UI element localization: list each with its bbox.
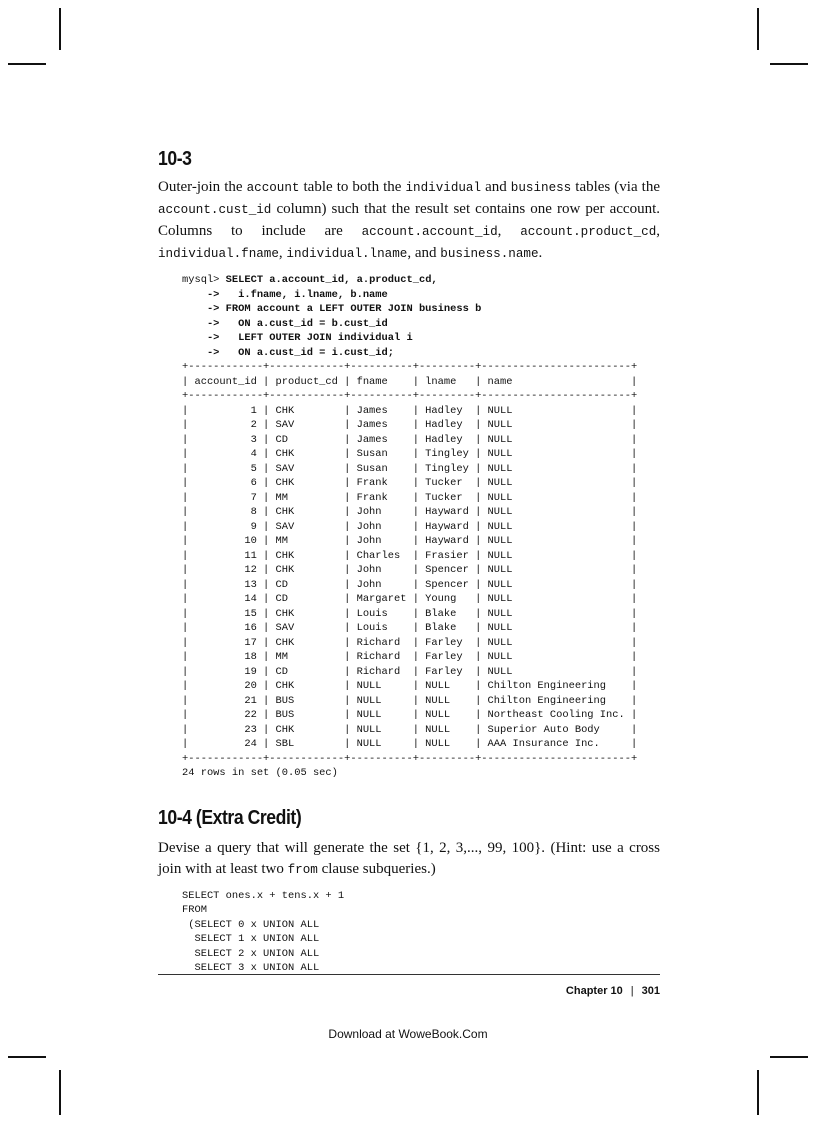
inline-code: business.name	[440, 247, 539, 261]
table-row: | 10 | MM | John | Hayward | NULL |	[182, 535, 638, 547]
text-run: Outer-join the	[158, 179, 247, 195]
table-row: | 12 | CHK | John | Spencer | NULL |	[182, 564, 638, 576]
table-row: | 6 | CHK | Frank | Tucker | NULL |	[182, 477, 638, 489]
table-row: | 16 | SAV | Louis | Blake | NULL |	[182, 622, 638, 634]
query-first-line	[182, 273, 660, 288]
crop-mark	[757, 8, 759, 50]
inline-code: business	[510, 181, 572, 195]
query-line: -> ON a.cust_id = i.cust_id;	[182, 346, 395, 359]
table-row: | 15 | CHK | Louis | Blake | NULL |	[182, 607, 638, 620]
page-content	[158, 148, 660, 976]
table-row: | 17 | CHK | Richard | Farley | NULL |	[182, 636, 638, 649]
text-run: clause subqueries.)	[317, 860, 436, 877]
table-row: | 19 | CD | Richard | Farley | NULL |	[182, 665, 638, 678]
exercise-10-4-instructions	[158, 838, 660, 881]
table-row: | 14 | CD | Margaret | Young | NULL |	[182, 593, 638, 605]
text-run: ,	[497, 223, 521, 239]
exercise-10-4-code-block	[182, 889, 660, 976]
crop-mark	[59, 8, 61, 50]
inline-code: account.account_id	[361, 225, 498, 239]
crop-mark	[770, 1056, 808, 1058]
table-row: | 5 | SAV | Susan | Tingley | NULL |	[182, 462, 638, 475]
query-line: -> i.fname, i.lname, b.name	[182, 288, 388, 301]
table-header-row: | account_id | product_cd | fname | lname | name |	[182, 375, 638, 388]
table-border: +------------+------------+----------+---------+------------------------+	[182, 752, 638, 765]
table-row: | 7 | MM | Frank | Tucker | NULL |	[182, 491, 638, 504]
inline-code: individual	[405, 181, 482, 195]
table-row: | 22 | BUS | NULL | NULL | Northeast Cooling Inc. |	[182, 709, 638, 721]
inline-code: individual.lname	[286, 247, 408, 261]
exercise-10-3-query-block	[182, 273, 660, 781]
table-row: | 3 | CD | James | Hadley | NULL |	[182, 433, 638, 446]
text-run: table to both the	[299, 179, 406, 195]
table-border: +------------+------------+----------+---------+------------------------+	[182, 390, 638, 402]
footer-rule	[158, 974, 660, 975]
crop-mark	[757, 1070, 759, 1115]
table-row: | 23 | CHK | NULL | NULL | Superior Auto Body |	[182, 723, 638, 736]
text-run: , and	[407, 245, 441, 261]
query-first-line-code: SELECT a.account_id, a.product_cd,	[225, 274, 438, 286]
page-footer	[158, 985, 660, 997]
page-number: 301	[641, 985, 660, 997]
table-border: +------------+------------+----------+---------+------------------------+	[182, 361, 638, 373]
inline-code: account	[246, 181, 300, 195]
table-row: | 8 | CHK | John | Hayward | NULL |	[182, 506, 638, 518]
table-row: | 13 | CD | John | Spencer | NULL |	[182, 578, 638, 591]
mysql-prompt: mysql>	[182, 274, 226, 286]
table-row: | 1 | CHK | James | Hadley | NULL |	[182, 404, 638, 417]
crop-mark	[770, 63, 808, 65]
exercise-10-3-heading: 10-3	[158, 148, 192, 170]
inline-code: individual.fname	[158, 247, 279, 261]
row-count-status: 24 rows in set (0.05 sec)	[182, 767, 338, 779]
exercise-10-3-instructions	[158, 177, 660, 265]
text-run: ,	[656, 223, 661, 239]
inline-code: from	[287, 862, 318, 877]
text-run: tables (via the	[571, 179, 660, 195]
table-row: | 20 | CHK | NULL | NULL | Chilton Engineering |	[182, 680, 638, 692]
query-line: -> ON a.cust_id = b.cust_id	[182, 317, 388, 330]
inline-code: account.cust_id	[158, 203, 272, 217]
table-row: | 4 | CHK | Susan | Tingley | NULL |	[182, 448, 638, 460]
text-run: .	[538, 245, 543, 261]
table-row: | 9 | SAV | John | Hayward | NULL |	[182, 520, 638, 533]
table-row: | 24 | SBL | NULL | NULL | AAA Insurance Inc. |	[182, 738, 638, 750]
chapter-label: Chapter 10	[565, 985, 623, 997]
footer-separator: |	[630, 985, 634, 997]
crop-mark	[8, 1056, 46, 1058]
text-run: ,	[278, 245, 287, 261]
query-line: -> FROM account a LEFT OUTER JOIN business b	[182, 303, 482, 315]
inline-code: account.product_cd	[520, 225, 657, 239]
crop-mark	[8, 63, 46, 65]
table-row: | 11 | CHK | Charles | Frasier | NULL |	[182, 549, 638, 562]
exercise-10-4-heading: 10-4 (Extra Credit)	[158, 806, 302, 829]
crop-mark	[59, 1070, 61, 1115]
download-watermark: Download at WoweBook.Com	[328, 1027, 488, 1041]
text-run: column) such that the result set contains one row per account. Columns to include are	[158, 201, 660, 239]
table-row: | 18 | MM | Richard | Farley | NULL |	[182, 651, 638, 663]
text-run: Devise a query that will generate the set {1, 2, 3,..., 99, 100}. (Hint: use a cross join with at least two	[158, 839, 660, 877]
table-row: | 21 | BUS | NULL | NULL | Chilton Engineering |	[182, 694, 638, 707]
text-run: and	[481, 179, 511, 195]
query-line: -> LEFT OUTER JOIN individual i	[182, 332, 413, 344]
table-row: | 2 | SAV | James | Hadley | NULL |	[182, 419, 638, 431]
extra-credit-query: SELECT ones.x + tens.x + 1 FROM (SELECT 0 x UNION ALL SELECT 1 x UNION ALL SELECT 2 x UNION ALL SELECT 3 x UNION ALL	[182, 889, 345, 974]
